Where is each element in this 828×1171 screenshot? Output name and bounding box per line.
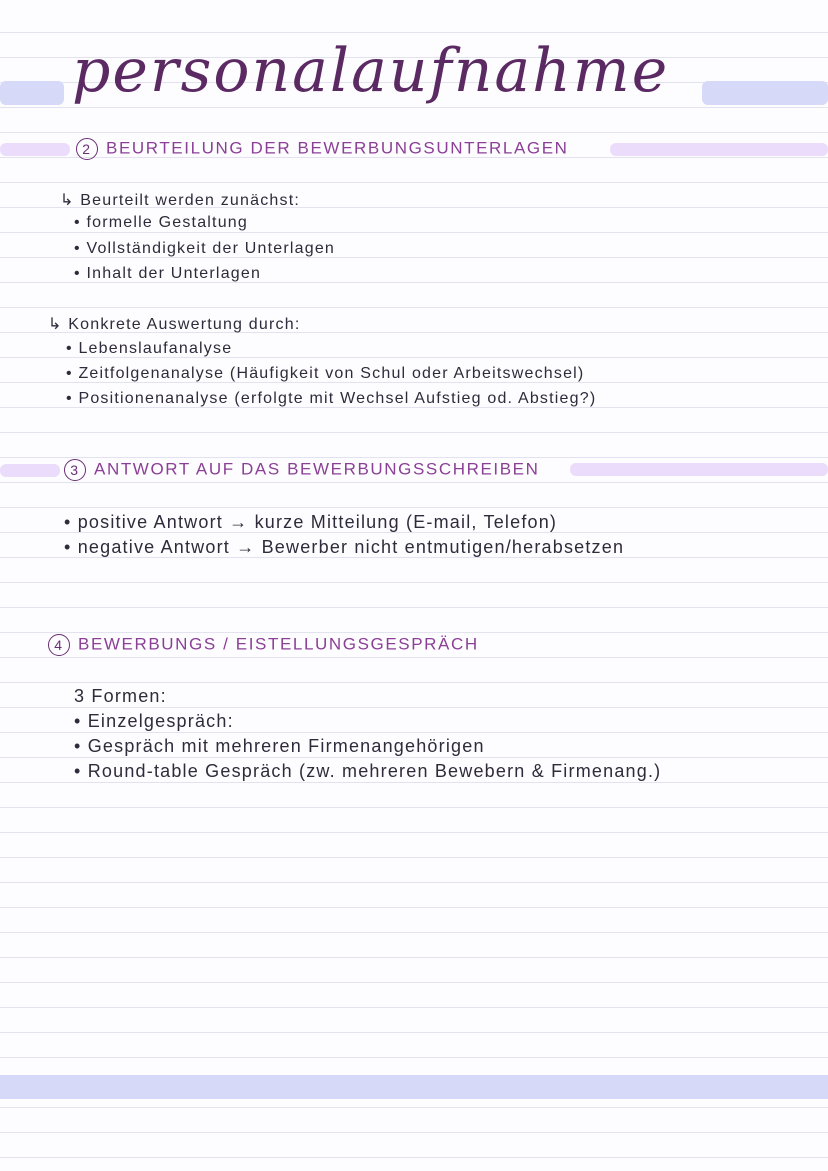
section4-item: • Round-table Gespräch (zw. mehreren Bewebern & Firmenang.) — [74, 761, 662, 781]
section2-item: • Vollständigkeit der Unterlagen — [74, 240, 336, 257]
section3-number: 3 — [64, 459, 86, 481]
section4-intro: 3 Formen: — [74, 686, 167, 706]
section2-highlight-right — [610, 143, 828, 156]
page-title: personalaufnahme — [72, 36, 670, 106]
section2-item: • formelle Gestaltung — [74, 214, 248, 231]
section3-item: • negative Antwort → Bewerber nicht entmutigen/herabsetzen — [64, 537, 625, 557]
section3-highlight-left — [0, 464, 60, 477]
section4-heading — [48, 634, 479, 656]
section3-highlight-right — [570, 463, 828, 476]
section2-item: • Inhalt der Unterlagen — [74, 265, 262, 282]
section4-item: • Einzelgespräch: — [74, 711, 234, 731]
section2-number: 2 — [76, 138, 98, 160]
section2-item2: • Positionenanalyse (erfolgte mit Wechsel Aufstieg od. Abstieg?) — [66, 390, 597, 407]
section2-item2: • Lebenslaufanalyse — [66, 340, 233, 357]
section3-heading — [64, 459, 539, 481]
arrow-return-icon: ↳ — [48, 316, 69, 333]
section4-heading-text: BEWERBUNGS / EISTELLUNGSGESPRÄCH — [78, 634, 479, 654]
section3-heading-text: ANTWORT AUF DAS BEWERBUNGSSCHREIBEN — [94, 459, 540, 479]
section2-highlight-left — [0, 143, 70, 156]
section2-intro: ↳ Beurteilt werden zunächst: — [60, 192, 301, 209]
section3-item: • positive Antwort → kurze Mitteilung (E-mail, Telefon) — [64, 512, 558, 532]
section2-heading-text: BEURTEILUNG DER BEWERBUNGSUNTERLAGEN — [106, 138, 569, 158]
section4-number: 4 — [48, 634, 70, 656]
arrow-return-icon: ↳ — [60, 192, 81, 209]
section2-intro2: ↳ Konkrete Auswertung durch: — [48, 316, 301, 333]
section2-item2: • Zeitfolgenanalyse (Häufigkeit von Schul oder Arbeitswechsel) — [66, 365, 585, 382]
bottom-highlight-band — [0, 1075, 828, 1099]
section2-heading — [76, 138, 569, 160]
section4-item: • Gespräch mit mehreren Firmenangehörigen — [74, 736, 485, 756]
